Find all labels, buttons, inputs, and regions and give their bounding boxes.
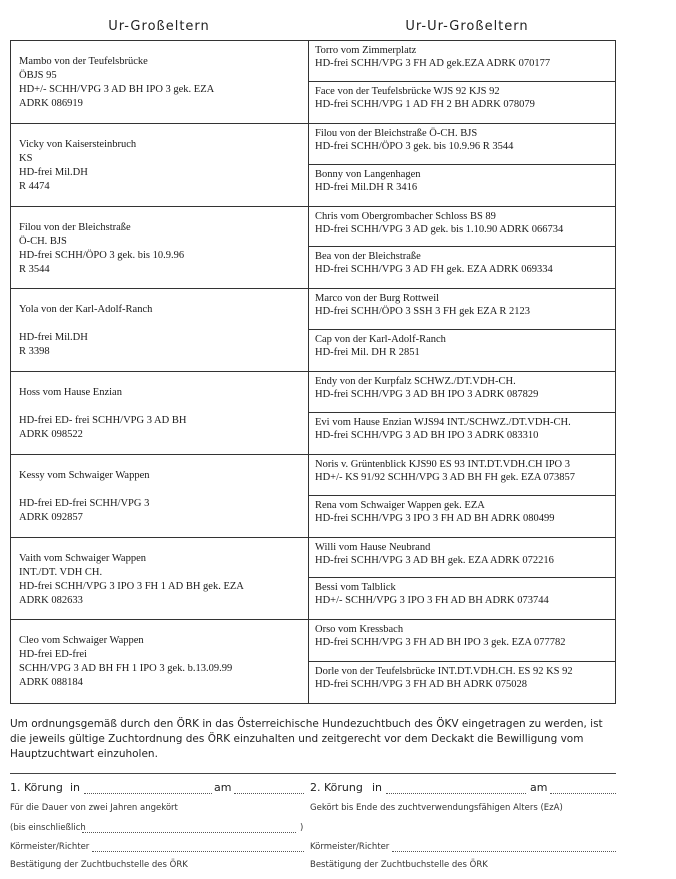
great-grandparent-cell (11, 455, 309, 538)
notice-line: Um ordnungsgemäß durch den ÖRK in das Österreichische Hundezuchtbuch des ÖKV eingetragen zu werden, ist (10, 718, 603, 730)
dog-detail: HD-frei ED-frei SCHH/VPG 3 (19, 497, 150, 509)
confirmation-right-label: Bestätigung der Zuchtbuchstelle des ÖRK (310, 860, 488, 870)
dog-name: Filou von der Bleichstraße (19, 221, 131, 233)
dog-detail: HD-frei Mil.DH (19, 166, 88, 178)
great-great-grandparent-cell (309, 620, 615, 661)
second-koerung-duration: Gekört bis Ende des zuchtverwendungsfähigen Alters (EzA) (310, 803, 563, 813)
first-koerung-label: 1. Körung (10, 781, 63, 794)
great-great-grandparent-cell (309, 207, 615, 248)
dog-detail: HD-frei SCHH/VPG 3 FH AD BH IPO 3 gek. EZA 077782 (315, 637, 566, 649)
great-great-grandparent-cell (309, 330, 615, 371)
great-grandparent-cell (11, 289, 309, 372)
dog-detail: ADRK 086919 (19, 98, 83, 109)
second-koerung-am-label: am (530, 781, 548, 794)
dog-name: Mambo von der Teufelsbrücke (19, 56, 148, 67)
great-great-grandparent-cell (309, 289, 615, 330)
dog-detail: R 3544 (19, 263, 50, 275)
dog-name: Chris vom Obergrombacher Schloss BS 89 (315, 210, 496, 222)
column-header-great-grandparents: Ur-Großeltern (108, 19, 210, 34)
dog-detail: HD-frei SCHH/VPG 3 AD BH IPO 3 ADRK 083310 (315, 429, 539, 441)
dog-name: Noris v. Grüntenblick KJS90 ES 93 INT.DT.VDH.CH IPO 3 (315, 458, 570, 470)
dog-detail: SCHH/VPG 3 AD BH FH 1 IPO 3 gek. b.13.09.99 (19, 663, 233, 675)
great-great-grandparent-cell (309, 82, 615, 123)
confirmation-left-label: Bestätigung der Zuchtbuchstelle des ÖRK (10, 860, 188, 870)
dog-detail: ADRK 098522 (19, 429, 83, 440)
dog-detail: R 3398 (19, 346, 50, 358)
ancestor-pair (309, 289, 615, 372)
dog-name: Kessy vom Schwaiger Wappen (19, 469, 150, 481)
first-koerung-am-label: am (214, 781, 232, 794)
great-great-grandparent-cell (309, 455, 615, 496)
dog-name: Dorle von der Teufelsbrücke INT.DT.VDH.CH. ES 92 KS 92 (315, 665, 573, 677)
dog-detail: ADRK 082633 (19, 594, 83, 606)
great-great-grandparent-cell (309, 372, 615, 413)
great-great-grandparent-cell (309, 165, 615, 206)
dog-detail: HD-frei SCHH/VPG 3 AD BH gek. EZA ADRK 072216 (315, 554, 554, 566)
dog-name: Vicky von Kaisersteinbruch (19, 138, 137, 150)
dog-name: Yola von der Karl-Adolf-Ranch (19, 304, 153, 316)
dog-name: Bessi vom Talblick (315, 582, 396, 594)
dog-name: Evi vom Hause Enzian WJS94 INT./SCHWZ./DT.VDH-CH. (315, 416, 571, 428)
dog-detail: HD-frei ED- frei SCHH/VPG 3 AD BH (19, 415, 187, 426)
ancestor-pair (309, 207, 615, 290)
dog-name: Torro vom Zimmerplatz (315, 45, 417, 56)
column-header-great-great-grandparents: Ur-Ur-Großeltern (405, 19, 529, 34)
great-great-grandparent-cell (309, 662, 615, 703)
koermeister-right-label: Körmeister/Richter (310, 842, 390, 852)
dog-name: Cap von der Karl-Adolf-Ranch (315, 334, 446, 346)
dog-detail: Ö-CH. BJS (19, 235, 67, 247)
until-close: ) (300, 823, 304, 833)
registration-notice (10, 717, 622, 762)
dog-detail: INT./DT. VDH CH. (19, 566, 103, 578)
dog-detail: HD+/- SCHH/VPG 3 IPO 3 FH AD BH ADRK 073744 (315, 595, 549, 607)
dog-detail: HD+/- KS 91/92 SCHH/VPG 3 AD BH FH gek. EZA 073857 (315, 471, 575, 483)
great-great-grandparent-cell (309, 538, 615, 579)
dog-detail: HD-frei SCHH/VPG 3 FH AD gek.EZA ADRK 070177 (315, 58, 551, 69)
divider (10, 773, 616, 774)
dog-detail: HD-frei SCHH/VPG 1 AD FH 2 BH ADRK 078079 (315, 98, 535, 110)
dog-detail: HD-frei Mil.DH (19, 332, 88, 344)
dog-detail: ADRK 092857 (19, 511, 83, 523)
great-grandparent-cell (11, 207, 309, 290)
ancestor-pair (309, 41, 615, 124)
dog-detail: ADRK 088184 (19, 677, 83, 689)
ancestor-pair (309, 455, 615, 538)
dog-detail: KS (19, 152, 33, 164)
first-koerung-in-label: in (70, 781, 81, 794)
dog-name: Filou von der Bleichstraße Ö-CH. BJS (315, 127, 478, 139)
dog-detail: HD-frei SCHH/VPG 3 FH AD BH ADRK 075028 (315, 678, 528, 690)
dog-name: Bonny von Langenhagen (315, 168, 421, 180)
ancestor-pair (309, 124, 615, 207)
dog-name: Rena vom Schwaiger Wappen gek. EZA (315, 499, 485, 511)
notice-line: Hauptzuchtwart einzuholen. (10, 748, 158, 760)
second-koerung-in-label: in (372, 781, 383, 794)
dog-name: Hoss vom Hause Enzian (19, 387, 122, 398)
ancestor-pair (309, 538, 615, 621)
great-grandparent-cell (11, 372, 309, 455)
dog-detail: HD-frei SCHH/VPG 3 IPO 3 FH 1 AD BH gek. EZA (19, 580, 244, 592)
great-grandparent-cell (11, 538, 309, 621)
great-great-grandparent-cell (309, 247, 615, 288)
first-koerung-date-field[interactable] (234, 793, 304, 794)
dog-detail: HD+/- SCHH/VPG 3 AD BH IPO 3 gek. EZA (19, 84, 215, 95)
ancestor-pair (309, 620, 615, 703)
ancestor-pair (309, 372, 615, 455)
until-label: (bis einschließlich (10, 823, 86, 833)
dog-name: Bea von der Bleichstraße (315, 251, 421, 263)
koermeister-right-field[interactable] (392, 851, 616, 852)
dog-detail: HD-frei Mil. DH R 2851 (315, 347, 420, 359)
great-great-grandparent-cell (309, 496, 615, 537)
great-grandparent-cell (11, 124, 309, 207)
dog-name: Endy von der Kurpfalz SCHWZ./DT.VDH-CH. (315, 376, 516, 387)
great-great-grandparent-cell (309, 413, 615, 454)
dog-detail: HD-frei ED-frei (19, 649, 87, 661)
notice-line: die jeweils gültige Zuchtordnung des ÖRK einzuhalten und zeitgerecht vor dem Deckakt die Bewilligung vom (10, 733, 584, 745)
dog-detail: HD-frei SCHH/ÖPO 3 gek. bis 10.9.96 (19, 249, 185, 261)
great-grandparent-cell (11, 41, 309, 124)
dog-name: Orso vom Kressbach (315, 624, 404, 636)
second-koerung-place-field[interactable] (386, 793, 526, 794)
dog-detail: HD-frei SCHH/ÖPO 3 SSH 3 FH gek EZA R 2123 (315, 306, 530, 318)
dog-name: Face von der Teufelsbrücke WJS 92 KJS 92 (315, 85, 500, 97)
great-great-grandparent-cell (309, 124, 615, 165)
dog-name: Marco von der Burg Rottweil (315, 293, 440, 305)
first-koerung-place-field[interactable] (84, 793, 212, 794)
koermeister-left-label: Körmeister/Richter (10, 842, 90, 852)
dog-detail: HD-frei SCHH/ÖPO 3 gek. bis 10.9.96 R 3544 (315, 140, 514, 152)
first-koerung-duration: Für die Dauer von zwei Jahren angekört (10, 803, 178, 813)
great-great-grandparent-cell (309, 41, 615, 82)
great-grandparent-cell (11, 620, 309, 703)
dog-detail: HD-frei Mil.DH R 3416 (315, 181, 418, 193)
dog-detail: R 4474 (19, 180, 50, 192)
dog-name: Vaith vom Schwaiger Wappen (19, 552, 146, 564)
second-koerung-date-field[interactable] (550, 793, 616, 794)
dog-detail: HD-frei SCHH/VPG 3 AD FH gek. EZA ADRK 069334 (315, 264, 553, 276)
pedigree-table (10, 40, 616, 704)
dog-detail: HD-frei SCHH/VPG 3 AD gek. bis 1.10.90 ADRK 066734 (315, 223, 564, 235)
dog-detail: ÖBJS 95 (19, 70, 57, 81)
great-great-grandparent-cell (309, 578, 615, 619)
dog-name: Willi vom Hause Neubrand (315, 541, 431, 553)
until-date-field[interactable] (82, 832, 296, 833)
dog-detail: HD-frei SCHH/VPG 3 AD BH IPO 3 ADRK 087829 (315, 389, 539, 400)
second-koerung-label: 2. Körung (310, 781, 363, 794)
dog-detail: HD-frei SCHH/VPG 3 IPO 3 FH AD BH ADRK 080499 (315, 512, 555, 524)
dog-name: Cleo vom Schwaiger Wappen (19, 635, 144, 647)
koermeister-left-field[interactable] (92, 851, 304, 852)
